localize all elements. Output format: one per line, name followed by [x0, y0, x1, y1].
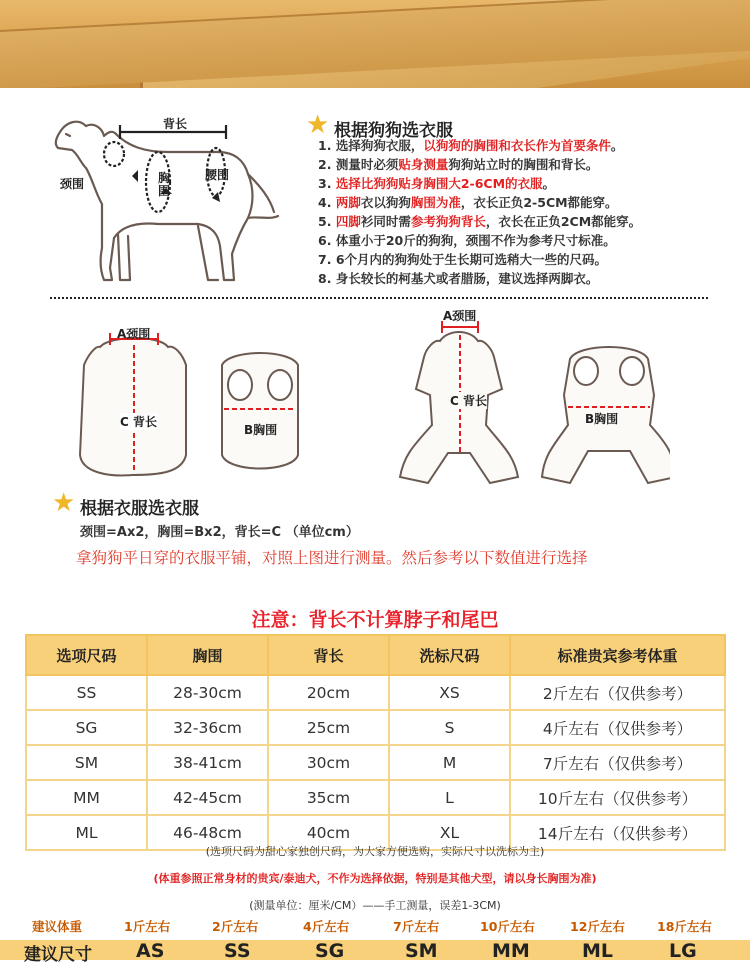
table-cell: SM	[26, 745, 147, 780]
label-garment-a2: A颈围	[443, 309, 477, 323]
strip-size: SS	[224, 940, 251, 962]
table-row	[26, 710, 725, 745]
note-weight: (体重参照正常身材的贵宾/泰迪犬，不作为选择依据，特别是其他犬型，请以身长胸围为准)	[153, 872, 597, 885]
strip-weight: 1斤左右	[124, 919, 171, 934]
strip-weight-label: 建议体重	[32, 919, 83, 934]
table-cell: ML	[26, 815, 147, 850]
table-cell: SS	[26, 675, 147, 710]
dog-measure-diagram	[48, 108, 288, 293]
label-garment-b2: B胸围	[585, 412, 619, 426]
section1-title: 根据狗狗选衣服	[334, 121, 453, 141]
formula-text: 颈围=Ax2，胸围=Bx2，背长=C （单位cm）	[80, 525, 359, 540]
label-neck: 颈围	[60, 177, 85, 191]
label-chest: 胸围	[158, 171, 171, 198]
rule-item: 2. 测量时必须贴身测量狗狗站立时的胸围和背长。	[318, 157, 599, 172]
table-cell: 35cm	[268, 780, 389, 815]
table-cell: M	[389, 745, 510, 780]
strip-weight: 12斤左右	[570, 919, 625, 934]
label-garment-b1: B胸围	[244, 423, 278, 437]
table-cell: XS	[389, 675, 510, 710]
table-row	[26, 675, 725, 710]
dotted-divider	[50, 297, 708, 299]
table-cell: 10斤左右（仅供参考）	[510, 780, 725, 815]
strip-size: ML	[582, 940, 614, 962]
table-cell: 14斤左右（仅供参考）	[510, 815, 725, 850]
table-row	[26, 780, 725, 815]
strip-weight: 7斤左右	[393, 919, 440, 934]
rule-item: 8. 身长较长的柯基犬或者腊肠，建议选择两脚衣。	[318, 271, 599, 286]
table-header: 胸围	[147, 635, 268, 675]
table-cell: 25cm	[268, 710, 389, 745]
label-garment-c1: C 背长	[120, 415, 157, 429]
table-header: 背长	[268, 635, 389, 675]
strip-size: SG	[315, 940, 345, 962]
rule-item: 7. 6个月内的狗狗处于生长期可选稍大一些的尺码。	[318, 252, 608, 267]
table-cell: 38-41cm	[147, 745, 268, 780]
garment-diagrams	[70, 305, 670, 490]
rule-item: 3. 选择比狗狗贴身胸围大2-6CM的衣服。	[318, 176, 556, 191]
table-cell: 46-48cm	[147, 815, 268, 850]
table-cell: SG	[26, 710, 147, 745]
table-cell: S	[389, 710, 510, 745]
star-icon: ★	[306, 110, 330, 140]
size-strip	[0, 940, 750, 965]
strip-size: MM	[492, 940, 530, 962]
table-cell: XL	[389, 815, 510, 850]
strip-size: SM	[405, 940, 438, 962]
note-unit: (测量单位：厘米/CM）——手工测量，误差1-3CM)	[249, 899, 501, 912]
strip-size-label: 建议尺寸	[24, 945, 92, 965]
note-size: (选项尺码为甜心家独创尺码，为大家方便选购，实际尺寸以洗标为主)	[205, 845, 545, 858]
table-cell: 4斤左右（仅供参考）	[510, 710, 725, 745]
rule-item: 5. 四脚衫同时需参考狗狗背长，衣长在正负2CM都能穿。	[318, 214, 642, 229]
table-header: 洗标尺码	[389, 635, 510, 675]
header-photo	[0, 0, 750, 88]
table-cell: 20cm	[268, 675, 389, 710]
rule-item: 4. 两脚衣以狗狗胸围为准，衣长正负2-5CM都能穿。	[318, 195, 618, 210]
table-cell: L	[389, 780, 510, 815]
table-row	[26, 745, 725, 780]
table-cell: MM	[26, 780, 147, 815]
star-icon: ★	[52, 488, 76, 518]
strip-weight: 10斤左右	[480, 919, 535, 934]
strip-weight: 2斤左右	[212, 919, 259, 934]
table-cell: 42-45cm	[147, 780, 268, 815]
table-cell: 40cm	[268, 815, 389, 850]
strip-weight: 4斤左右	[303, 919, 350, 934]
table-header: 选项尺码	[26, 635, 147, 675]
strip-size: LG	[669, 940, 697, 962]
rule-item: 1. 选择狗狗衣服，以狗狗的胸围和衣长作为首要条件。	[318, 138, 624, 153]
advice-text: 拿狗狗平日穿的衣服平铺，对照上图进行测量。然后参考以下数值进行选择	[76, 549, 588, 567]
notice-title: 注意：背长不计算脖子和尾巴	[251, 609, 499, 631]
label-garment-a1: A颈围	[117, 327, 151, 341]
table-cell: 28-30cm	[147, 675, 268, 710]
label-garment-c2: C 背长	[450, 394, 487, 408]
rule-item: 6. 体重小于20斤的狗狗，颈围不作为参考尺寸标准。	[318, 233, 616, 248]
table-cell: 30cm	[268, 745, 389, 780]
table-cell: 32-36cm	[147, 710, 268, 745]
section2-title: 根据衣服选衣服	[80, 499, 199, 519]
table-cell: 2斤左右（仅供参考）	[510, 675, 725, 710]
strip-size: AS	[136, 940, 165, 962]
label-waist: 腰围	[205, 168, 230, 182]
strip-weight: 18斤左右	[657, 919, 712, 934]
size-table	[25, 634, 726, 851]
table-header: 标准贵宾参考体重	[510, 635, 725, 675]
table-cell: 7斤左右（仅供参考）	[510, 745, 725, 780]
label-back: 背长	[163, 117, 188, 131]
